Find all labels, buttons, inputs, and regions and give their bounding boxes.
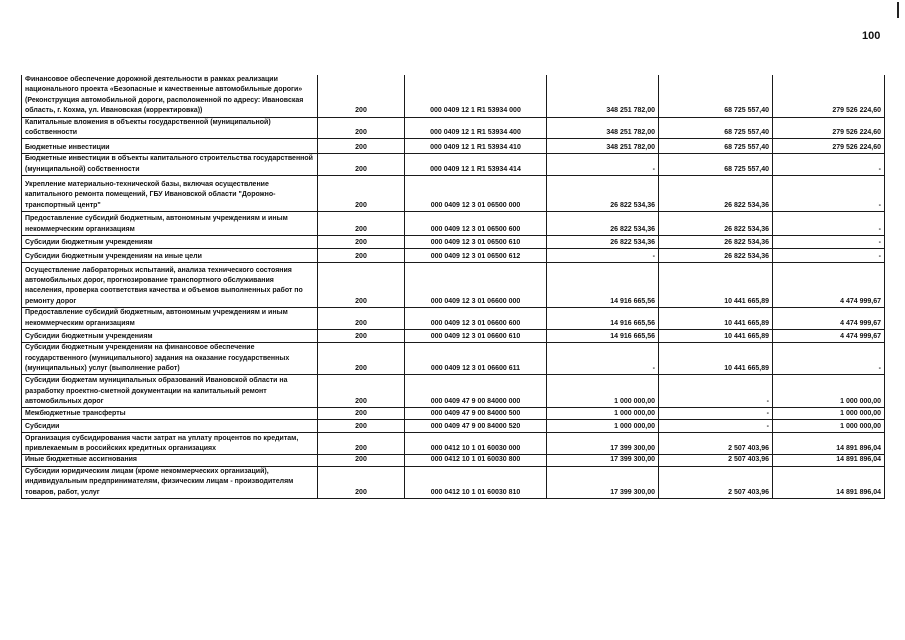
row-value-remaining: - [773, 212, 885, 236]
row-value-approved: 14 916 665,56 [547, 308, 659, 330]
row-kcsr: 000 0409 12 1 R1 53934 000 [405, 75, 547, 118]
row-kcsr: 000 0409 12 3 01 06600 611 [405, 343, 547, 375]
table-row [22, 420, 885, 433]
row-code: 200 [318, 433, 405, 455]
table-row [22, 343, 885, 375]
row-value-remaining: 1 000 000,00 [773, 408, 885, 420]
row-value-approved: 14 916 665,56 [547, 330, 659, 343]
row-kcsr: 000 0409 47 9 00 84000 000 [405, 375, 547, 408]
page-number: 100 [862, 30, 881, 42]
row-name: Субсидии бюджетным учреждениям на финансовое обеспечение государственного (муниципального) задания на оказание государственных (муниципальных) услуг (выполнение работ) [22, 343, 318, 375]
row-code: 200 [318, 117, 405, 139]
row-name: Организация субсидирования части затрат на уплату процентов по кредитам, привлекаемым в российских кредитных организациях [22, 433, 318, 455]
row-value-executed: 26 822 534,36 [659, 212, 773, 236]
table-row [22, 117, 885, 139]
row-value-remaining: - [773, 176, 885, 212]
row-name: Субсидии бюджетам муниципальных образований Ивановской области на разработку проектно-сметной документации на капитальный ремонт автомобильных дорог [22, 375, 318, 408]
row-code: 200 [318, 236, 405, 249]
table-row [22, 236, 885, 249]
row-kcsr: 000 0409 12 3 01 06500 000 [405, 176, 547, 212]
budget-table-body [22, 67, 885, 499]
row-value-approved: 348 251 782,00 [547, 139, 659, 154]
table-row [22, 212, 885, 236]
row-code: 200 [318, 420, 405, 433]
table-row [22, 139, 885, 154]
row-value-approved: 17 399 300,00 [547, 455, 659, 466]
row-name: Иные бюджетные ассигнования [22, 455, 318, 466]
row-kcsr: 000 0412 10 1 01 60030 800 [405, 455, 547, 466]
row-code: 200 [318, 408, 405, 420]
row-value-approved: 26 822 534,36 [547, 212, 659, 236]
table-row [22, 249, 885, 263]
row-value-executed: 10 441 665,89 [659, 308, 773, 330]
row-value-executed: 2 507 403,96 [659, 455, 773, 466]
row-value-approved: - [547, 154, 659, 176]
row-name: Предоставление субсидий бюджетным, автономным учреждениям и иным некоммерческим организациям [22, 212, 318, 236]
row-code: 200 [318, 176, 405, 212]
row-value-executed: 26 822 534,36 [659, 249, 773, 263]
table-row [22, 408, 885, 420]
row-value-approved: 348 251 782,00 [547, 117, 659, 139]
row-value-approved: 1 000 000,00 [547, 375, 659, 408]
budget-table [21, 66, 885, 499]
row-value-executed: 68 725 557,40 [659, 75, 773, 118]
row-code: 200 [318, 139, 405, 154]
table-row [22, 308, 885, 330]
row-value-approved: 1 000 000,00 [547, 408, 659, 420]
row-kcsr: 000 0409 12 1 R1 53934 414 [405, 154, 547, 176]
row-code: 200 [318, 466, 405, 498]
row-name: Субсидии бюджетным учреждениям [22, 330, 318, 343]
row-value-executed: 2 507 403,96 [659, 433, 773, 455]
row-value-remaining: 1 000 000,00 [773, 375, 885, 408]
row-kcsr: 000 0409 47 9 00 84000 520 [405, 420, 547, 433]
row-value-remaining: 4 474 999,67 [773, 308, 885, 330]
row-value-remaining: 279 526 224,60 [773, 117, 885, 139]
table-row [22, 330, 885, 343]
row-name: Межбюджетные трансферты [22, 408, 318, 420]
row-value-executed: - [659, 375, 773, 408]
row-kcsr: 000 0409 12 3 01 06500 612 [405, 249, 547, 263]
row-value-executed: 26 822 534,36 [659, 176, 773, 212]
table-row [22, 455, 885, 466]
row-name: Субсидии бюджетным учреждениям [22, 236, 318, 249]
table-row [22, 75, 885, 118]
row-kcsr: 000 0409 12 1 R1 53934 410 [405, 139, 547, 154]
row-name: Субсидии юридическим лицам (кроме некоммерческих организаций), индивидуальным предпринимателям, физическим лицам - производителям товаров, работ, услуг [22, 466, 318, 498]
table-row [22, 154, 885, 176]
row-code: 200 [318, 249, 405, 263]
row-value-remaining: 14 891 896,04 [773, 433, 885, 455]
row-value-remaining: 4 474 999,67 [773, 330, 885, 343]
row-kcsr: 000 0412 10 1 01 60030 810 [405, 466, 547, 498]
row-name: Бюджетные инвестиции в объекты капитального строительства государственной (муниципальной) собственности [22, 154, 318, 176]
row-code: 200 [318, 375, 405, 408]
row-value-approved: 1 000 000,00 [547, 420, 659, 433]
row-value-remaining: 14 891 896,04 [773, 455, 885, 466]
row-value-approved: - [547, 249, 659, 263]
row-value-remaining: - [773, 343, 885, 375]
table-row [22, 466, 885, 498]
row-code: 200 [318, 75, 405, 118]
table-row [22, 176, 885, 212]
row-value-remaining: 1 000 000,00 [773, 420, 885, 433]
row-value-approved: 348 251 782,00 [547, 75, 659, 118]
row-name: Капитальные вложения в объекты государственной (муниципальной) собственности [22, 117, 318, 139]
row-name: Предоставление субсидий бюджетным, автономным учреждениям и иным некоммерческим организациям [22, 308, 318, 330]
row-value-executed: 10 441 665,89 [659, 263, 773, 308]
row-value-executed: 26 822 534,36 [659, 236, 773, 249]
row-value-executed: - [659, 420, 773, 433]
row-value-executed: 10 441 665,89 [659, 343, 773, 375]
row-value-executed: 2 507 403,96 [659, 466, 773, 498]
row-value-executed: 68 725 557,40 [659, 117, 773, 139]
row-value-executed: 68 725 557,40 [659, 154, 773, 176]
row-value-executed: 10 441 665,89 [659, 330, 773, 343]
row-name: Укрепление материально-технической базы, включая осуществление капитального ремонта помещений, ГБУ Ивановской области "Дорожно-транспортный центр" [22, 176, 318, 212]
row-value-approved: 17 399 300,00 [547, 466, 659, 498]
table-row [22, 375, 885, 408]
row-value-remaining: - [773, 154, 885, 176]
row-value-remaining: 14 891 896,04 [773, 466, 885, 498]
row-value-remaining: 4 474 999,67 [773, 263, 885, 308]
row-kcsr: 000 0412 10 1 01 60030 000 [405, 433, 547, 455]
row-code: 200 [318, 330, 405, 343]
row-value-remaining: - [773, 236, 885, 249]
row-code: 200 [318, 343, 405, 375]
row-value-approved: 17 399 300,00 [547, 433, 659, 455]
row-name: Субсидии бюджетным учреждениям на иные цели [22, 249, 318, 263]
row-kcsr: 000 0409 12 3 01 06600 600 [405, 308, 547, 330]
row-kcsr: 000 0409 12 1 R1 53934 400 [405, 117, 547, 139]
row-value-approved: 26 822 534,36 [547, 236, 659, 249]
row-value-approved: 14 916 665,56 [547, 263, 659, 308]
row-value-executed: - [659, 408, 773, 420]
row-value-remaining: 279 526 224,60 [773, 139, 885, 154]
row-value-approved: - [547, 343, 659, 375]
row-value-remaining: 279 526 224,60 [773, 75, 885, 118]
table-row [22, 433, 885, 455]
row-name: Финансовое обеспечение дорожной деятельности в рамках реализации национального проекта «Безопасные и качественные автомобильные дороги» (Реконструкция автомобильной дороги, расположенной по адресу: Ивановская область, г. Кохма, ул. Ивановская (корректировка)) [22, 75, 318, 118]
row-value-remaining: - [773, 249, 885, 263]
row-code: 200 [318, 154, 405, 176]
row-code: 200 [318, 212, 405, 236]
row-code: 200 [318, 263, 405, 308]
table-top-spacer [22, 67, 885, 75]
row-name: Субсидии [22, 420, 318, 433]
row-kcsr: 000 0409 12 3 01 06500 610 [405, 236, 547, 249]
row-kcsr: 000 0409 12 3 01 06600 000 [405, 263, 547, 308]
row-kcsr: 000 0409 47 9 00 84000 500 [405, 408, 547, 420]
row-value-executed: 68 725 557,40 [659, 139, 773, 154]
row-kcsr: 000 0409 12 3 01 06600 610 [405, 330, 547, 343]
row-value-approved: 26 822 534,36 [547, 176, 659, 212]
table-row [22, 263, 885, 308]
scan-edge-mark [897, 2, 899, 18]
row-name: Бюджетные инвестиции [22, 139, 318, 154]
row-kcsr: 000 0409 12 3 01 06500 600 [405, 212, 547, 236]
row-code: 200 [318, 455, 405, 466]
row-name: Осуществление лабораторных испытаний, анализа технического состояния автомобильных дорог, прогнозирование транспортного обслуживания населения, проверка соответствия качества и объемов выполненных работ по ремонту дорог [22, 263, 318, 308]
row-code: 200 [318, 308, 405, 330]
